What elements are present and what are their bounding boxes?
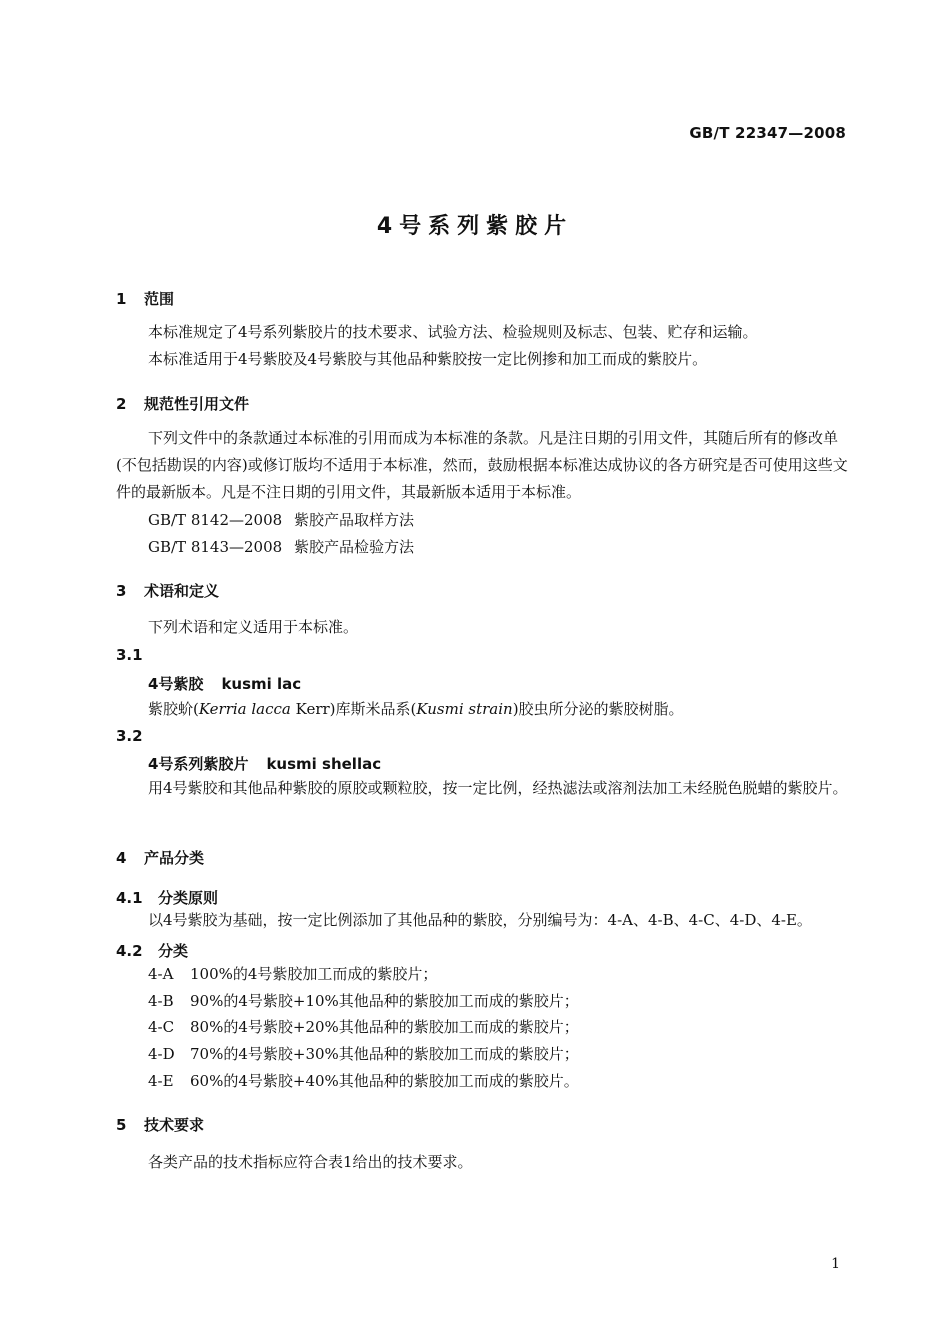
- definition-text: 紫胶蚧(: [148, 700, 199, 718]
- reference-item: [148, 507, 414, 534]
- section-number: 5: [116, 1116, 127, 1134]
- term-number: 3.2: [116, 727, 143, 745]
- list-item: [148, 988, 579, 1015]
- class-code: 4-A: [148, 965, 174, 983]
- term-zh: 4号系列紫胶片: [148, 755, 249, 773]
- section-3-heading: [116, 580, 219, 601]
- subsection-number: 4.1: [116, 889, 143, 907]
- definition-text: Kerr)库斯米品系(: [290, 700, 417, 718]
- class-code: 4-C: [148, 1018, 175, 1036]
- page-number: 1: [831, 1256, 840, 1272]
- subsection-title: 分类原则: [158, 889, 219, 907]
- reference-item: [148, 534, 414, 561]
- term-heading: [148, 753, 381, 774]
- reference-code: GB/T 8143—2008: [148, 538, 283, 556]
- section-title: 技术要求: [144, 1116, 205, 1134]
- paragraph: 下列术语和定义适用于本标准。: [148, 618, 359, 636]
- list-item: [148, 1041, 579, 1068]
- term-definition: 用4号紫胶和其他品种紫胶的原胶或颗粒胶，按一定比例，经热滤法或溶剂法加工未经脱色脱蜡的紫胶片。: [148, 779, 848, 797]
- reference-title: 紫胶产品检验方法: [294, 538, 415, 556]
- section-number: 1: [116, 290, 127, 308]
- section-title: 产品分类: [144, 849, 205, 867]
- paragraph: 本标准适用于4号紫胶及4号紫胶与其他品种紫胶按一定比例掺和加工而成的紫胶片。: [148, 350, 708, 368]
- subsection-title: 分类: [158, 942, 189, 960]
- section-number: 4: [116, 849, 127, 867]
- section-title: 范围: [144, 290, 175, 308]
- section-5-heading: [116, 1114, 204, 1135]
- class-description: 60%的4号紫胶+40%其他品种的紫胶加工而成的紫胶片。: [190, 1072, 579, 1090]
- standard-code: GB/T 22347—2008: [689, 124, 846, 142]
- section-4-heading: [116, 847, 204, 868]
- list-item: [148, 1068, 579, 1095]
- term-number: 3.1: [116, 646, 143, 664]
- class-description: 70%的4号紫胶+30%其他品种的紫胶加工而成的紫胶片；: [190, 1045, 579, 1063]
- species-name: Kerria lacca: [198, 700, 291, 718]
- reference-code: GB/T 8142—2008: [148, 511, 283, 529]
- subsection-4-1-heading: [116, 887, 218, 908]
- class-code: 4-D: [148, 1045, 175, 1063]
- list-item: [148, 961, 437, 988]
- reference-title: 紫胶产品取样方法: [294, 511, 415, 529]
- class-code: 4-E: [148, 1072, 174, 1090]
- term-en: kusmi shellac: [266, 755, 382, 773]
- section-1-heading: [116, 288, 174, 309]
- section-2-heading: [116, 393, 249, 414]
- term-definition: [148, 696, 684, 723]
- class-description: 100%的4号紫胶加工而成的紫胶片；: [190, 965, 438, 983]
- list-item: [148, 1014, 579, 1041]
- class-description: 90%的4号紫胶+10%其他品种的紫胶加工而成的紫胶片；: [190, 992, 579, 1010]
- paragraph: 下列文件中的条款通过本标准的引用而成为本标准的条款。凡是注日期的引用文件，其随后所有的修改单(不包括勘误的内容)或修订版均不适用于本标准，然而，鼓励根据本标准达成协议的各方研究是否可使用这些文件的最新版本。凡是不注日期的引用文件，其最新版本适用于本标准。: [116, 429, 848, 501]
- section-number: 3: [116, 582, 127, 600]
- section-title: 规范性引用文件: [144, 395, 250, 413]
- subsection-number: 4.2: [116, 942, 143, 960]
- term-en: kusmi lac: [221, 675, 302, 693]
- term-zh: 4号紫胶: [148, 675, 204, 693]
- class-description: 80%的4号紫胶+20%其他品种的紫胶加工而成的紫胶片；: [190, 1018, 579, 1036]
- section-number: 2: [116, 395, 127, 413]
- term-heading: [148, 673, 301, 694]
- paragraph: 本标准规定了4号系列紫胶片的技术要求、试验方法、检验规则及标志、包装、贮存和运输。: [148, 323, 758, 341]
- paragraph: 各类产品的技术指标应符合表1给出的技术要求。: [148, 1153, 473, 1171]
- definition-text: )胶虫所分泌的紫胶树脂。: [512, 700, 684, 718]
- class-code: 4-B: [148, 992, 174, 1010]
- paragraph: 以4号紫胶为基础，按一定比例添加了其他品种的紫胶，分别编号为：4-A、4-B、4-C、4-D、4-E。: [148, 911, 812, 929]
- strain-name: Kusmi strain: [416, 700, 513, 718]
- section-title: 术语和定义: [144, 582, 220, 600]
- page-title: 4号系列紫胶片: [376, 214, 574, 239]
- subsection-4-2-heading: [116, 940, 188, 961]
